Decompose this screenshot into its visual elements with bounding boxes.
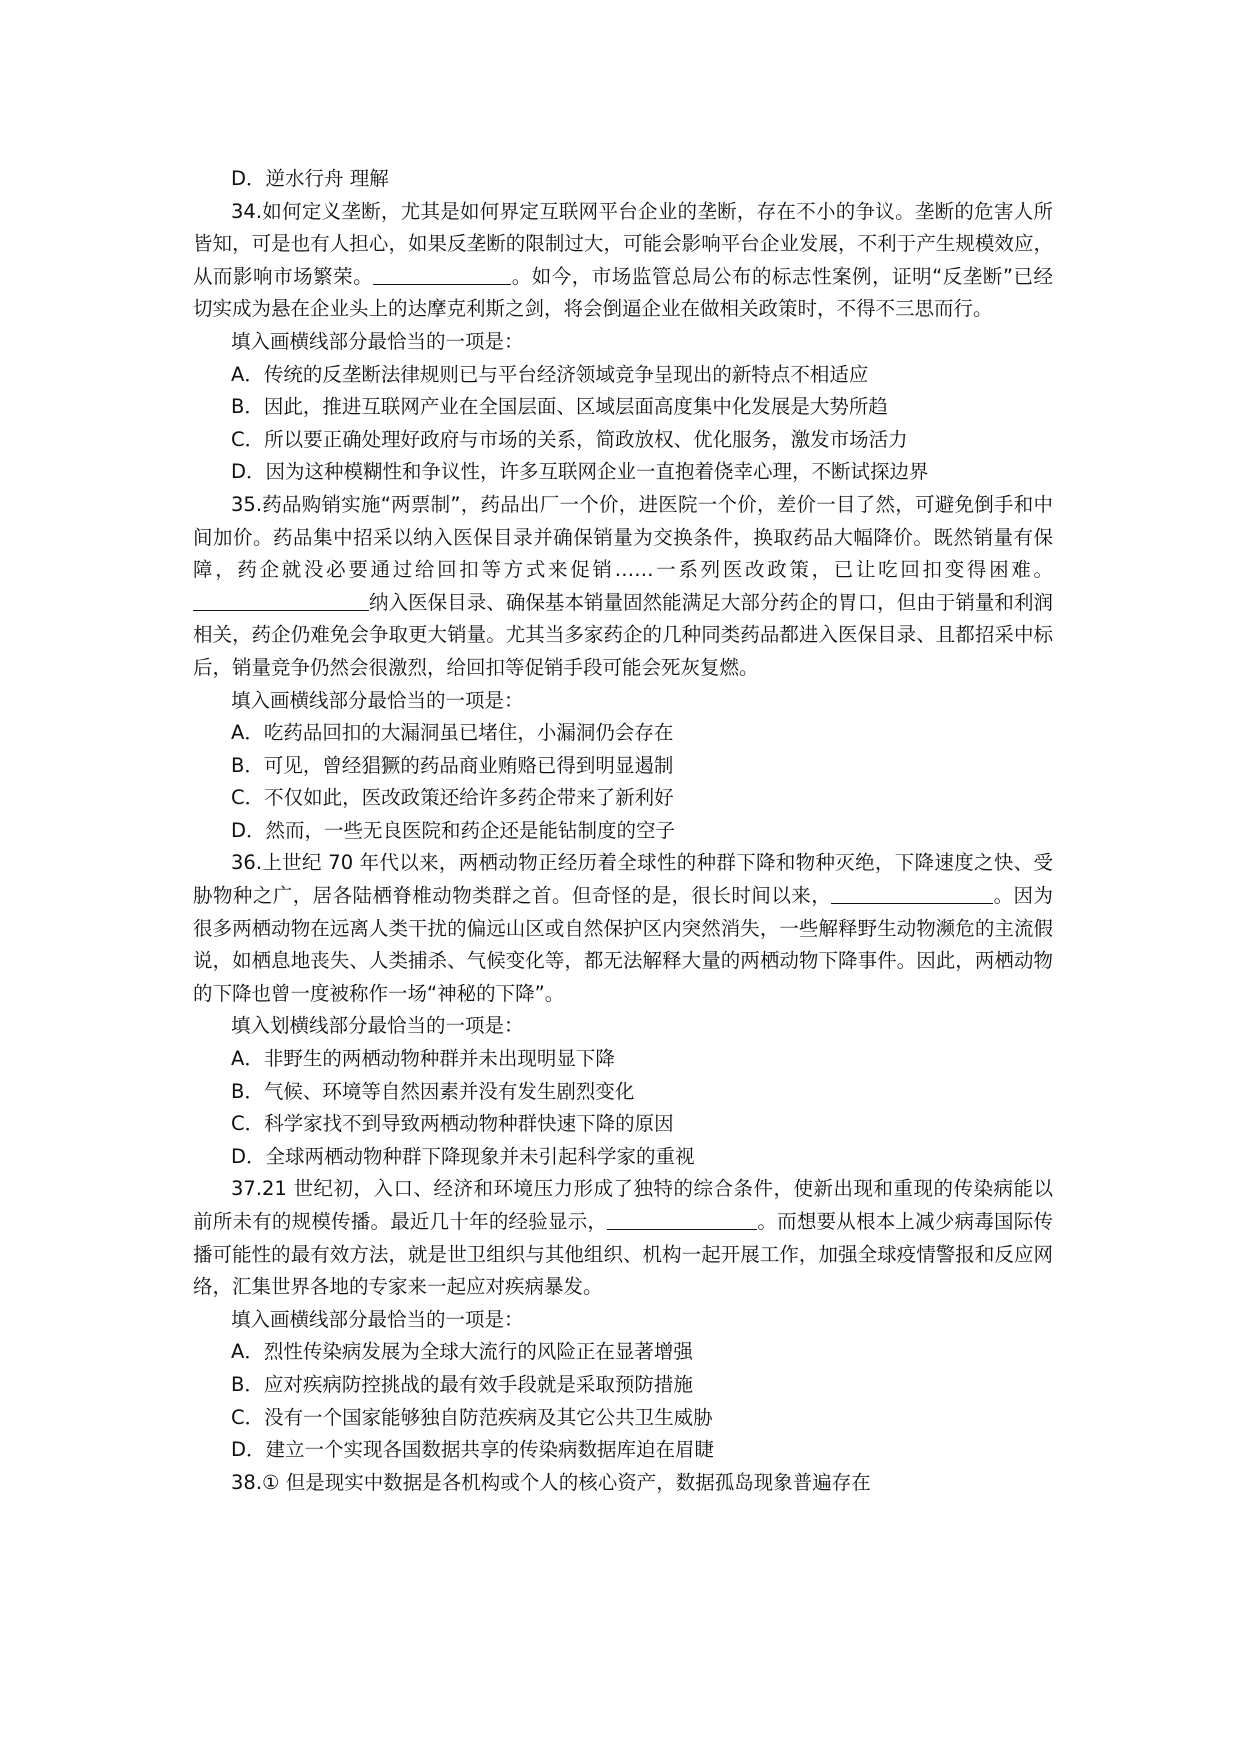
q35-option-c: C．不仅如此，医改政策还给许多药企带来了新利好	[231, 786, 674, 810]
question-content	[193, 163, 1053, 1499]
q37-option-c: C．没有一个国家能够独自防范疾病及其它公共卫生威胁	[231, 1405, 713, 1429]
q37-stem-text-2: 。而想要从根本上减少病毒国际传播可能性的最有效方法，就是世卫组织与其他组织、机构一起开展工作，加强全球疫情警报和反应网络，汇集世界各地的专家来一起应对疾病暴发。	[193, 1210, 1053, 1299]
q37-option-b: B．应对疾病防控挑战的最有效手段就是采取预防措施	[231, 1372, 693, 1396]
q35-option-b: B．可见，曾经猖獗的药品商业贿赂已得到明显遏制	[231, 753, 674, 777]
q34-option-d: D．因为这种模糊性和争议性，许多互联网企业一直抱着侥幸心理，不断试探边界	[231, 460, 929, 484]
q34-option-a: A．传统的反垄断法律规则已与平台经济领域竞争呈现出的新特点不相适应	[231, 362, 869, 386]
q33-option-d: D．逆水行舟 理解	[231, 167, 389, 190]
q34-stem-text-1: 34.如何定义垄断，尤其是如何界定互联网平台企业的垄断，存在不小的争议。垄断的危害人所皆知，可是也有人担心，如果反垄断的限制过大，可能会影响平台企业发展，不利于产生规模效应，从而影响市场繁荣。	[193, 199, 1053, 288]
q36-blank-part-1	[831, 881, 905, 904]
q37-option-a: A．烈性传染病发展为全球大流行的风险正在显著增强	[231, 1340, 693, 1364]
q35-stem	[193, 489, 1053, 685]
q34-option-b: B．因此，推进互联网产业在全国层面、区域层面高度集中化发展是大势所趋	[231, 395, 888, 419]
q37-stem-text-1: 37.21 世纪初，入口、经济和环境压力形成了独特的综合条件，使新出现和重现的传染病能以前所未有的规模传播。最近几十年的经验显示，	[193, 1177, 1053, 1233]
q35-stem-text-2: 纳入医保目录、确保基本销量固然能满足大部分药企的胃口，但由于销量和利润相关，药企仍难免会争取更大销量。尤其当多家药企的几种同类药品都进入医保目录、且都招采中标后，销量竞争仍然会很激烈，给回扣等促销手段可能会死灰复燃。	[193, 590, 1053, 679]
q36-stem-text-2: 。因为很多两栖动物在远离人类干扰的偏远山区或自然保护区内突然消失，一些解释野生动物濒危的主流假说，如栖息地丧失、人类捕杀、气候变化等，都无法解释大量的两栖动物下降事件。因此，两栖动物的下降也曾一度被称作一场“神秘的下降”。	[193, 884, 1053, 1005]
q36-option-d: D．全球两栖动物种群下降现象并未引起科学家的重视	[231, 1144, 695, 1168]
q34-prompt: 填入画横线部分最恰当的一项是：	[231, 329, 524, 353]
q37-option-d: D．建立一个实现各国数据共享的传染病数据库迫在眉睫	[231, 1438, 715, 1462]
q36-stem	[193, 847, 1053, 1010]
q36-blank-part-2	[905, 881, 993, 904]
q36-stem-text-1: 36.上世纪 70 年代以来，两栖动物正经历着全球性的种群下降和物种灭绝，下降速度之快、受胁物种之广，居各陆栖脊椎动物类群之首。但奇怪的是，很长时间以来，	[193, 851, 1053, 908]
q37-prompt: 填入画横线部分最恰当的一项是：	[231, 1307, 524, 1331]
q37-stem	[193, 1173, 1053, 1303]
q35-prompt: 填入画横线部分最恰当的一项是：	[231, 688, 524, 712]
q36-prompt: 填入划横线部分最恰当的一项是：	[231, 1014, 524, 1038]
q34-stem	[193, 196, 1053, 326]
q36-option-c: C．科学家找不到导致两栖动物种群快速下降的原因	[231, 1112, 674, 1136]
q38-stem: 38.① 但是现实中数据是各机构或个人的核心资产，数据孤岛现象普遍存在	[231, 1470, 871, 1494]
q35-option-a: A．吃药品回扣的大漏洞虽已堵住，小漏洞仍会存在	[231, 721, 674, 745]
q35-blank	[193, 588, 369, 611]
q35-option-d: D．然而，一些无良医院和药企还是能钻制度的空子	[231, 818, 676, 842]
q34-blank	[373, 262, 511, 285]
q34-stem-text-2: 。如今，市场监管总局公布的标志性案例，证明“反垄断”已经切实成为悬在企业头上的达摩克利斯之剑，将会倒逼企业在做相关政策时，不得不三思而行。	[193, 264, 1053, 321]
q36-option-a: A．非野生的两栖动物种群并未出现明显下降	[231, 1047, 615, 1071]
q35-stem-text-1: 35.药品购销实施“两票制”，药品出厂一个价，进医院一个价，差价一目了然，可避免倒手和中间加价。药品集中招采以纳入医保目录并确保销量为交换条件，换取药品大幅降价。既然销量有保障，药企就没必要通过给回扣等方式来促销……一系列医改政策，已让吃回扣变得困难。	[193, 492, 1053, 582]
q36-option-b: B．气候、环境等自然因素并没有发生剧烈变化	[231, 1079, 635, 1103]
q34-option-c: C．所以要正确处理好政府与市场的关系，简政放权、优化服务，激发市场活力	[231, 427, 908, 451]
q37-blank	[607, 1207, 757, 1230]
